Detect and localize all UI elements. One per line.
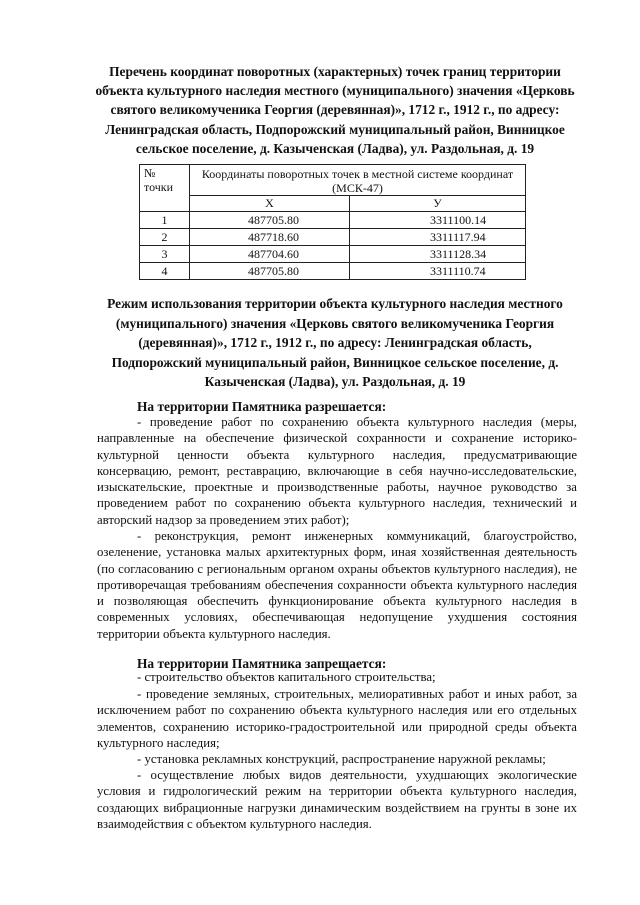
y-value: 3311117.94: [350, 229, 526, 246]
table-row: [140, 229, 526, 246]
coordinates-table: [139, 164, 526, 280]
point-number: 3: [140, 246, 190, 263]
table-row: [140, 212, 526, 229]
forbidden-paragraph: - установка рекламных конструкций, распространение наружной рекламы;: [137, 752, 546, 766]
forbidden-paragraph: - проведение земляных, строительных, мелиоративных работ и иных работ, за исключением работ по сохранению объекта культурного наследия или его отдельных элементов, сохранению историко-градостроительной или природной среды объекта культурного наследия;: [97, 687, 577, 750]
point-number: 4: [140, 263, 190, 280]
document-title: Перечень координат поворотных (характерных) точек границ территории объекта культурного наследия местного (муниципального) значения «Церковь святого великомученика Георгия (деревянная)», 1712 г., 1912 г., по адресу: Ленинградская область, Подпорожский муниципальный район, Винницкое сельское поселение, д. Казыченская (Ладва), ул. Раздольная, д. 19: [95, 64, 575, 156]
x-value: 487705.80: [190, 212, 350, 229]
column-x-header: X: [190, 196, 350, 212]
header-coordinates: Координаты поворотных точек в местной системе координат (МСК-47): [190, 165, 526, 196]
y-value: 3311128.34: [350, 246, 526, 263]
table-row: [140, 246, 526, 263]
point-number: 2: [140, 229, 190, 246]
table-row: [140, 263, 526, 280]
header-point-number: № точки: [140, 165, 190, 212]
x-value: 487704.60: [190, 246, 350, 263]
allowed-heading: На территории Памятника разрешается:: [137, 399, 387, 414]
allowed-paragraph: - проведение работ по сохранению объекта культурного наследия (меры, направленные на обеспечение физической сохранности и сохранение историко-культурной ценности объекта культурного наследия, предусматривающие консервацию, ремонт, реставрацию, включающие в себя научно-исследовательские, изыскательские, проектные и производственные работы, научное руководство за проведением работ по сохранению объекта культурного наследия, технический и авторский надзор за проведением этих работ);: [97, 415, 577, 527]
x-value: 487705.80: [190, 263, 350, 280]
point-number: 1: [140, 212, 190, 229]
column-y-header: У: [350, 196, 526, 212]
x-value: 487718.60: [190, 229, 350, 246]
forbidden-heading: На территории Памятника запрещается:: [137, 656, 387, 671]
forbidden-paragraph: - осуществление любых видов деятельности, ухудшающих экологические условия и гидрологический режим на территории объекта культурного наследия, создающих вибрационные нагрузки динамическим воздействием на грунты в зоне их взаимодействия с объектом культурного наследия.: [97, 768, 577, 831]
y-value: 3311100.14: [350, 212, 526, 229]
regime-title: Режим использования территории объекта культурного наследия местного (муниципального) значения «Церковь святого великомученика Георгия (деревянная)», 1712 г., 1912 г., по адресу: Ленинградская область, Подпорожский муниципальный район, Винницкое сельское поселение, д. Казыченская (Ладва), ул. Раздольная, д. 19: [107, 296, 563, 390]
y-value: 3311110.74: [350, 263, 526, 280]
forbidden-paragraph: - строительство объектов капитального строительства;: [137, 670, 436, 684]
allowed-paragraph: - реконструкция, ремонт инженерных коммуникаций, благоустройство, озеленение, установка малых архитектурных форм, иная хозяйственная деятельность (по согласованию с региональным органом охраны объектов культурного наследия), не противоречащая требованиям обеспечения сохранности объекта культурного наследия и позволяющая обеспечить функционирование объекта культурного наследия в современных условиях, обеспечивающая недопущение ухудшения состояния территории объекта культурного наследия.: [97, 529, 577, 641]
